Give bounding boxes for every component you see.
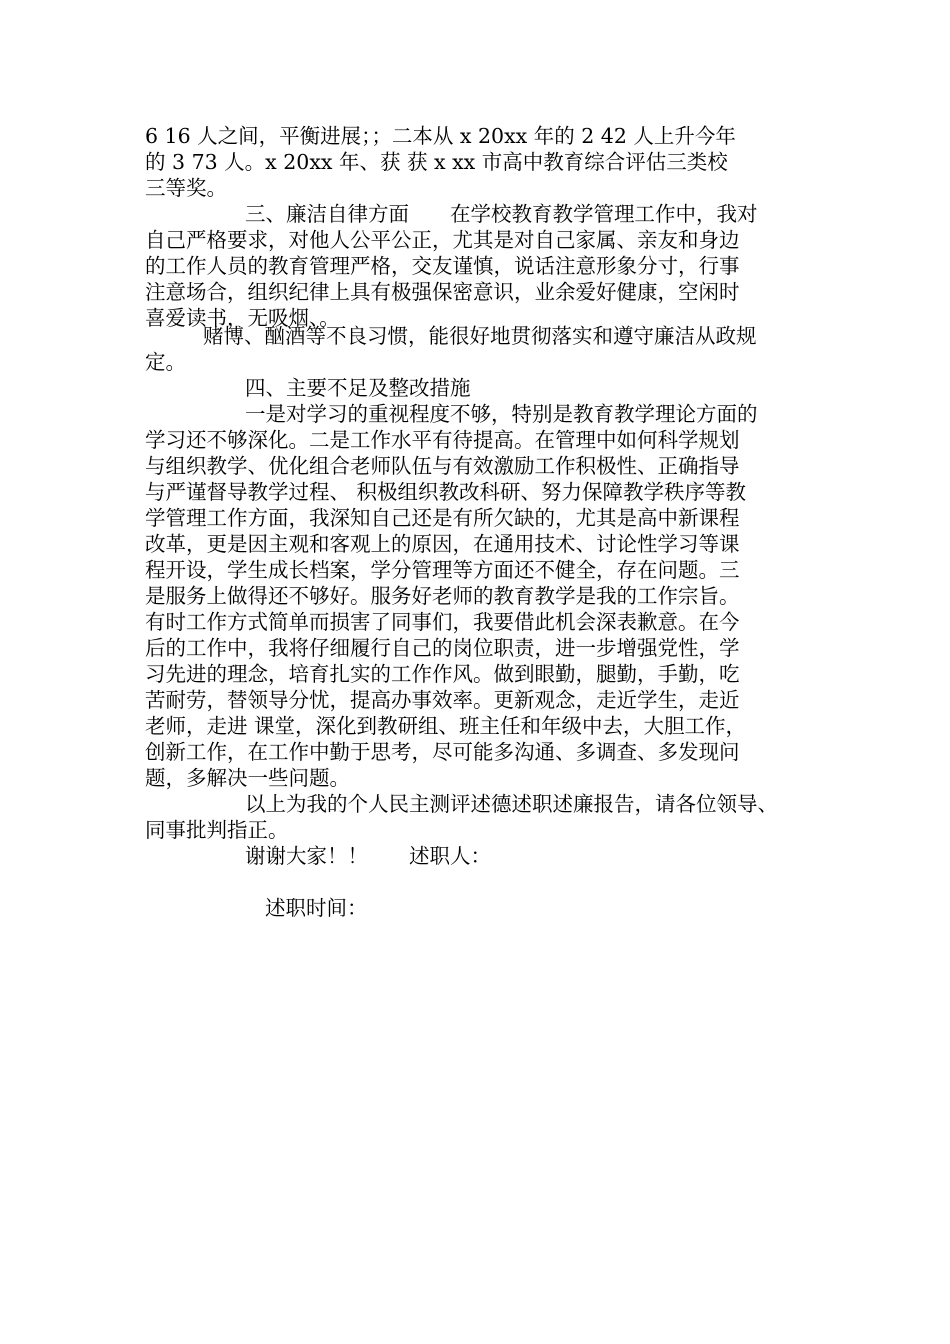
text-line: 与组织教学、优化组合老师队伍与有效激励工作积极性、正确指导	[145, 454, 740, 478]
text-line: 后的工作中，我将仔细履行自己的岗位职责，进一步增强党性，学	[145, 636, 740, 660]
text-line: 一是对学习的重视程度不够，特别是教育教学理论方面的	[245, 402, 758, 426]
text-line: 程开设，学生成长档案，学分管理等方面还不健全，存在问题。三	[145, 558, 740, 582]
section-heading-shortcomings: 四、主要不足及整改措施	[245, 376, 471, 400]
report-time-line: 述职时间：	[265, 896, 368, 920]
text-line: 学习还不够深化。二是工作水平有待提高。在管理中如何科学规划	[145, 428, 740, 452]
text-line: 苦耐劳，替领导分忧，提高办事效率。更新观念，走近学生，走近	[145, 688, 740, 712]
text-line: 三等奖。	[145, 176, 227, 200]
text-line: 的工作人员的教育管理严格，交友谨慎，说话注意形象分寸，行事	[145, 254, 740, 278]
text-line: 喜爱读书，无吸烟、。	[145, 306, 340, 330]
text-line: 创新工作，在工作中勤于思考，尽可能多沟通、多调查、多发现问	[145, 740, 740, 764]
text-line: 与严谨督导教学过程、 积极组织教改科研、努力保障教学秩序等教	[145, 480, 747, 504]
text-line: 题，多解决一些问题。	[145, 766, 350, 790]
text-line: 是服务上做得还不够好。服务好老师的教育教学是我的工作宗旨。	[145, 584, 740, 608]
text-line: 同事批判指正。	[145, 818, 289, 842]
thanks-and-speaker-line: 谢谢大家！！ 述职人：	[245, 844, 491, 868]
text-line: 6 16 人之间，平衡进展；；二本从 x 20xx 年的 2 42 人上升今年	[145, 124, 736, 148]
text-line: 老师，走进 课堂，深化到教研组、班主任和年级中去，大胆工作，	[145, 714, 747, 738]
text-line: 习先进的理念，培育扎实的工作作风。做到眼勤，腿勤，手勤，吃	[145, 662, 740, 686]
text-line: 注意场合，组织纪律上具有极强保密意识，业余爱好健康，空闲时	[145, 280, 740, 304]
text-line: 的 3 73 人。x 20xx 年、获 获 x xx 市高中教育综合评估三类校	[145, 150, 728, 174]
text-line: 定。	[145, 350, 186, 374]
text-line: 学管理工作方面，我深知自己还是有所欠缺的，尤其是高中新课程	[145, 506, 740, 530]
text-line: 赌博、酗酒等不良习惯，能很好地贯彻落实和遵守廉洁从政规	[203, 324, 757, 348]
text-line: 改革，更是因主观和客观上的原因，在通用技术、讨论性学习等课	[145, 532, 740, 556]
text-line: 自己严格要求，对他人公平公正，尤其是对自己家属、亲友和身边	[145, 228, 740, 252]
text-line: 有时工作方式简单而损害了同事们，我要借此机会深表歉意。在今	[145, 610, 740, 634]
section-heading-integrity: 三、廉洁自律方面 在学校教育教学管理工作中，我对	[245, 202, 758, 226]
closing-paragraph: 以上为我的个人民主测评述德述职述廉报告，请各位领导、	[245, 792, 778, 816]
